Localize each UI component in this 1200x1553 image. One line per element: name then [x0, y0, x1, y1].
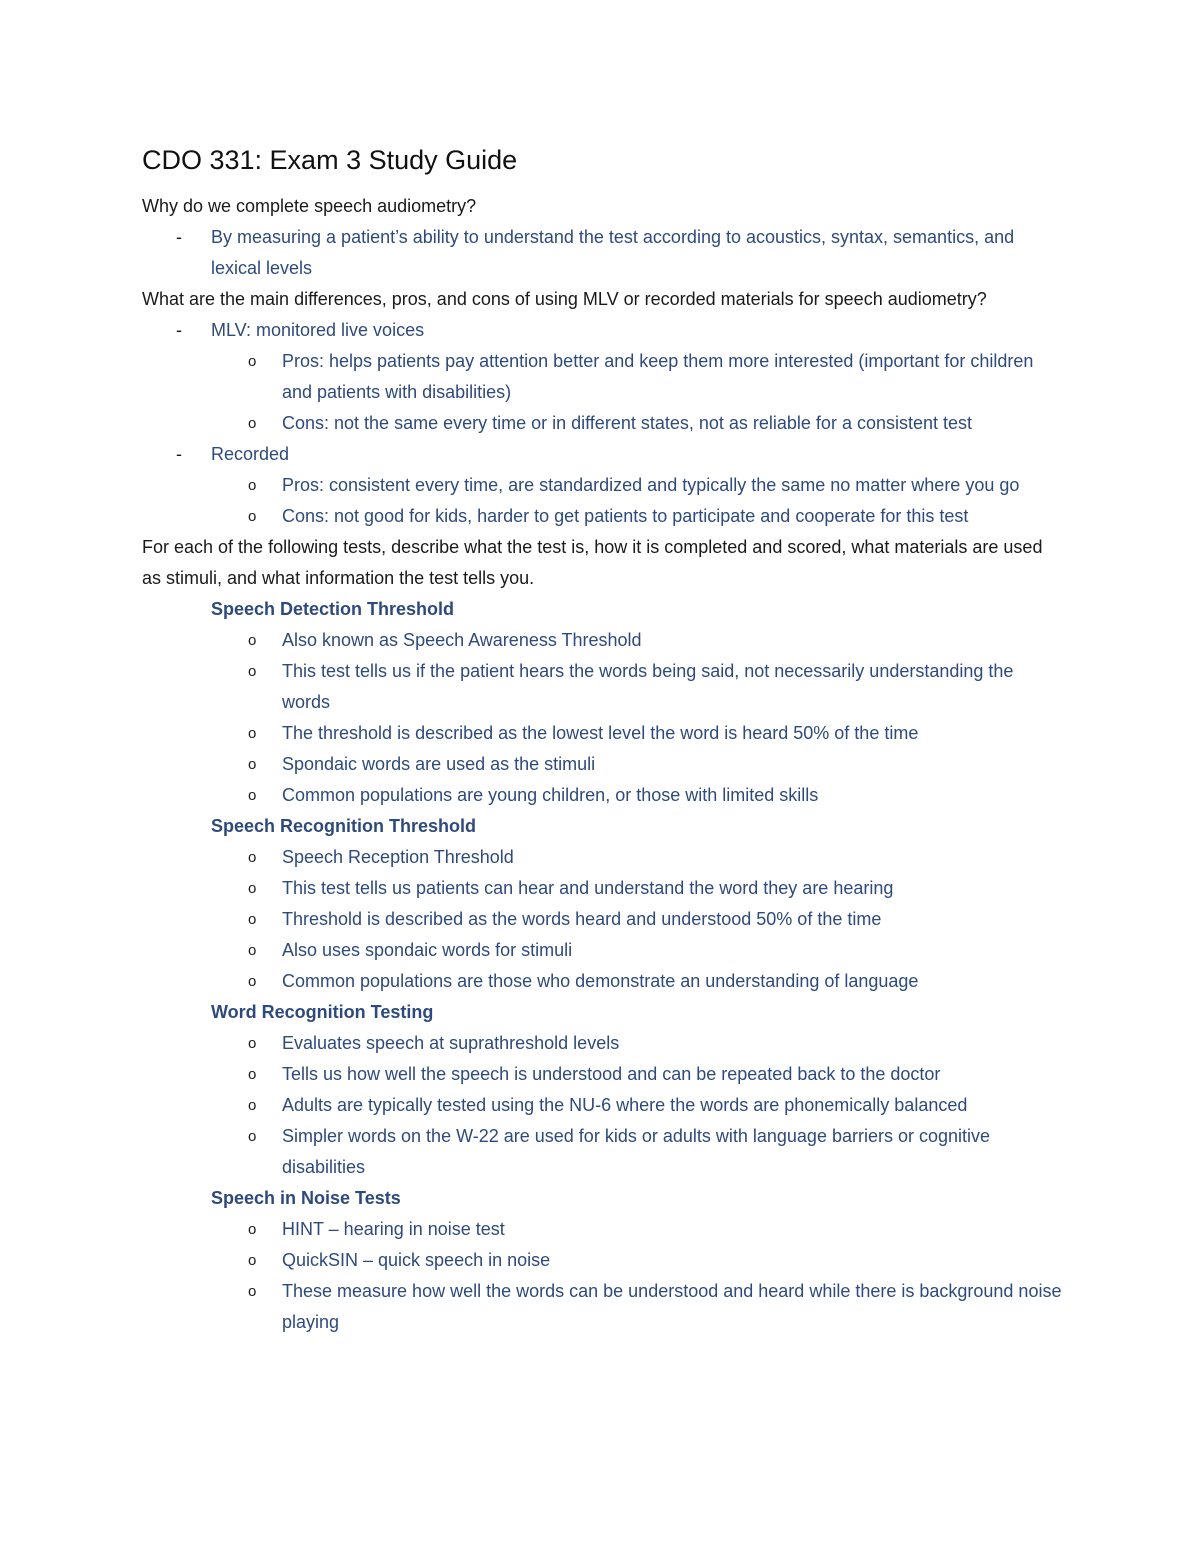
- bullet-marker: o: [248, 911, 257, 928]
- recorded-item: [142, 439, 1062, 470]
- list-item: [142, 625, 1062, 656]
- list-item-text: Also uses spondaic words for stimuli: [282, 940, 573, 960]
- question-3: For each of the following tests, describe what the test is, how it is completed and scored, what materials are used as stimuli, and what information the test tells you.: [142, 537, 1043, 588]
- mlv-item: [142, 315, 1062, 346]
- list-item: [142, 904, 1062, 935]
- question-1: Why do we complete speech audiometry?: [142, 196, 477, 216]
- bullet-marker: o: [248, 663, 257, 680]
- list-item: [142, 1121, 1062, 1183]
- list-item: [142, 873, 1062, 904]
- list-item: [142, 1090, 1062, 1121]
- list-item-text: This test tells us if the patient hears the words being said, not necessarily understanding the words: [282, 661, 1014, 712]
- list-item-text: Also known as Speech Awareness Threshold: [282, 630, 642, 650]
- list-item: [142, 780, 1062, 811]
- list-item-text: This test tells us patients can hear and understand the word they are hearing: [282, 878, 894, 898]
- sin-heading: Speech in Noise Tests: [211, 1188, 401, 1208]
- sdt-heading: Speech Detection Threshold: [211, 599, 455, 619]
- list-item-text: Speech Reception Threshold: [282, 847, 514, 867]
- mlv-pros-text: Pros: helps patients pay attention better and keep them more interested (important for children and patients with disabilities): [282, 351, 1034, 402]
- recorded-cons: [142, 501, 1062, 532]
- list-item: [142, 842, 1062, 873]
- bullet-marker: o: [248, 1221, 257, 1238]
- list-item-text: Tells us how well the speech is understood and can be repeated back to the doctor: [282, 1064, 941, 1084]
- list-item-text: Common populations are those who demonstrate an understanding of language: [282, 971, 919, 991]
- list-item-text: Common populations are young children, or those with limited skills: [282, 785, 819, 805]
- bullet-marker: o: [248, 725, 257, 742]
- list-item: [142, 966, 1062, 997]
- mlv-cons-text: Cons: not the same every time or in different states, not as reliable for a consistent test: [282, 413, 973, 433]
- bullet-marker: o: [248, 973, 257, 990]
- list-item: [142, 1059, 1062, 1090]
- dash-marker: -: [176, 444, 182, 464]
- wrt-heading: Word Recognition Testing: [211, 1002, 434, 1022]
- list-item-text: These measure how well the words can be understood and heard while there is background noise playing: [282, 1281, 1062, 1332]
- mlv-pros: [142, 346, 1062, 408]
- list-item: [142, 1245, 1062, 1276]
- document-body: [142, 140, 1062, 1338]
- bullet-marker: o: [248, 353, 257, 370]
- bullet-marker: o: [248, 415, 257, 432]
- list-item: [142, 656, 1062, 718]
- list-item: [142, 1028, 1062, 1059]
- bullet-marker: o: [248, 1066, 257, 1083]
- bullet-marker: o: [248, 880, 257, 897]
- list-item-text: Adults are typically tested using the NU-6 where the words are phonemically balanced: [282, 1095, 968, 1115]
- bullet-marker: o: [248, 1035, 257, 1052]
- list-item-text: QuickSIN – quick speech in noise: [282, 1250, 551, 1270]
- bullet-marker: o: [248, 1283, 257, 1300]
- bullet-marker: o: [248, 632, 257, 649]
- list-item-text: Threshold is described as the words heard and understood 50% of the time: [282, 909, 882, 929]
- recorded-cons-text: Cons: not good for kids, harder to get patients to participate and cooperate for this test: [282, 506, 969, 526]
- recorded-pros: [142, 470, 1062, 501]
- dash-marker: -: [176, 320, 182, 340]
- list-item-text: Simpler words on the W-22 are used for kids or adults with language barriers or cognitive disabilities: [282, 1126, 991, 1177]
- bullet-marker: o: [248, 508, 257, 525]
- list-item: [142, 718, 1062, 749]
- bullet-marker: o: [248, 477, 257, 494]
- recorded-label: Recorded: [211, 444, 290, 464]
- list-item-text: HINT – hearing in noise test: [282, 1219, 505, 1239]
- list-item-text: The threshold is described as the lowest level the word is heard 50% of the time: [282, 723, 919, 743]
- bullet-marker: o: [248, 1097, 257, 1114]
- bullet-marker: o: [248, 1252, 257, 1269]
- bullet-marker: o: [248, 849, 257, 866]
- recorded-pros-text: Pros: consistent every time, are standardized and typically the same no matter where you go: [282, 475, 1020, 495]
- list-item: [142, 1214, 1062, 1245]
- srt-heading: Speech Recognition Threshold: [211, 816, 477, 836]
- answer-text: By measuring a patient’s ability to understand the test according to acoustics, syntax, semantics, and lexical levels: [211, 227, 1015, 278]
- mlv-label: MLV: monitored live voices: [211, 320, 425, 340]
- bullet-marker: o: [248, 787, 257, 804]
- bullet-marker: o: [248, 942, 257, 959]
- list-item-text: Spondaic words are used as the stimuli: [282, 754, 596, 774]
- question-2: What are the main differences, pros, and cons of using MLV or recorded materials for speech audiometry?: [142, 289, 987, 309]
- document-title: CDO 331: Exam 3 Study Guide: [142, 145, 518, 175]
- mlv-cons: [142, 408, 1062, 439]
- bullet-marker: o: [248, 1128, 257, 1145]
- list-item: [142, 935, 1062, 966]
- list-item: [142, 1276, 1062, 1338]
- list-item: [142, 749, 1062, 780]
- bullet-marker: o: [248, 756, 257, 773]
- dash-marker: -: [176, 227, 182, 247]
- list-item-text: Evaluates speech at suprathreshold levels: [282, 1033, 620, 1053]
- answer-1: [142, 222, 1062, 284]
